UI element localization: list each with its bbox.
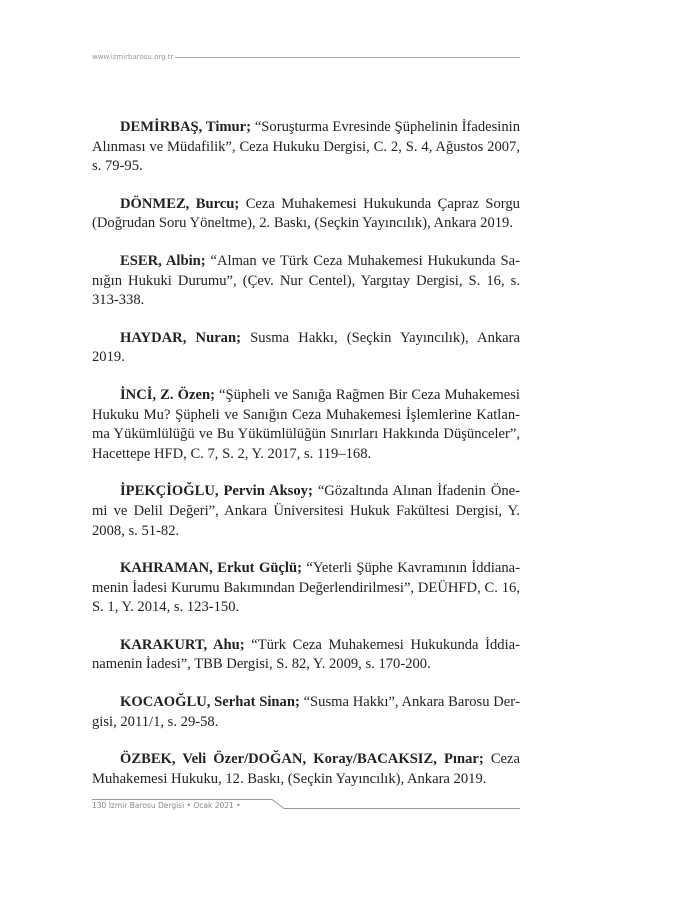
entry-text: Susma Hakkı, (Seçkin Yayıncılık), Ankara 2019. — [92, 329, 520, 366]
bibliography-entry — [92, 329, 520, 368]
bibliography-entry — [92, 482, 520, 541]
entry-text: “Soruşturma Evresinde Şüphelinin İfadesinin Alınması ve Müdafilik”, Ceza Hukuku Dergisi, C. 2, S. 4, Ağustos 2007, s. 79-95. — [92, 119, 520, 175]
bibliography-entry — [92, 386, 520, 464]
entry-author: ESER, Albin; — [120, 252, 206, 269]
entry-text: “Türk Ceza Muhakemesi Hukukunda İddianamenin İadesi”, TBB Dergisi, S. 82, Y. 2009, s. 170-200. — [92, 636, 520, 673]
header-rule — [175, 57, 520, 58]
bibliography-entry — [92, 693, 520, 732]
bibliography-entry — [92, 252, 520, 311]
entry-author: KARAKURT, Ahu; — [120, 636, 245, 653]
entry-text: Ceza Muhakemesi Hukuku, 12. Baskı, (Seçkin Yayıncılık), Ankara 2019. — [92, 751, 520, 787]
entry-author: İNCİ, Z. Özen; — [120, 386, 215, 403]
entry-text: “Gözaltında Alınan İfadenin Önemi ve Delil Değeri”, Ankara Üniversitesi Hukuk Fakültesi Dergisi, Y. 2008, s. 51-82. — [92, 483, 521, 539]
bibliography-entry — [92, 118, 520, 177]
bibliography-entry — [92, 750, 520, 789]
bibliography-entry — [92, 559, 520, 618]
entry-author: KOCAOĞLU, Serhat Sinan; — [120, 694, 300, 711]
page-header — [92, 53, 520, 61]
entry-text: “Alman ve Türk Ceza Muhakemesi Hukukunda Sanığın Hukuki Durumu”, (Çev. Nur Centel), Yargıtay Dergisi, S. 16, s. 313-338. — [92, 252, 521, 309]
entry-author: DEMİRBAŞ, Timur; — [120, 119, 251, 135]
entry-text: Ceza Muhakemesi Hukukunda Çapraz Sorgu (Doğrudan Soru Yöneltme), 2. Baskı, (Seçkin Yayıncılık), Ankara 2019. — [92, 195, 520, 232]
entry-author: KAHRAMAN, Erkut Güçlü; — [120, 560, 302, 577]
entry-author: HAYDAR, Nuran; — [120, 329, 241, 346]
entry-author: İPEKÇİOĞLU, Pervin Aksoy; — [120, 483, 313, 500]
entry-text: “Yeterli Şüphe Kavramının İddianamenin İadesi Kurumu Bakımından Değerlendirilmesi”, DEÜHFD, C. 16, S. 1, Y. 2014, s. 123-150. — [92, 560, 520, 616]
entry-author: ÖZBEK, Veli Özer/DOĞAN, Koray/BACAKSIZ, Pınar; — [120, 751, 484, 768]
header-url: www.izmirbarosu.org.tr — [92, 53, 174, 61]
bibliography-list — [92, 118, 520, 807]
entry-text: “Şüpheli ve Sanığa Rağmen Bir Ceza Muhakemesi Hukuku Mu? Şüpheli ve Sanığın Ceza Muhakemesi İşlemlerine Katlanma Yükümlülüğü ve Bu Yükümlülüğün Sınırları Hakkında Düşünceler”, Hacettepe HFD, C. 7, S. 2, Y. 2017, s. 119–168. — [92, 386, 520, 462]
entry-author: DÖNMEZ, Burcu; — [120, 195, 240, 212]
bibliography-entry — [92, 636, 520, 675]
page-footer — [92, 799, 520, 813]
bibliography-entry — [92, 195, 520, 234]
footer-text: 130 İzmir Barosu Dergisi • Ocak 2021 • — [92, 801, 241, 810]
entry-text: “Susma Hakkı”, Ankara Barosu Dergisi, 2011/1, s. 29-58. — [92, 694, 521, 730]
